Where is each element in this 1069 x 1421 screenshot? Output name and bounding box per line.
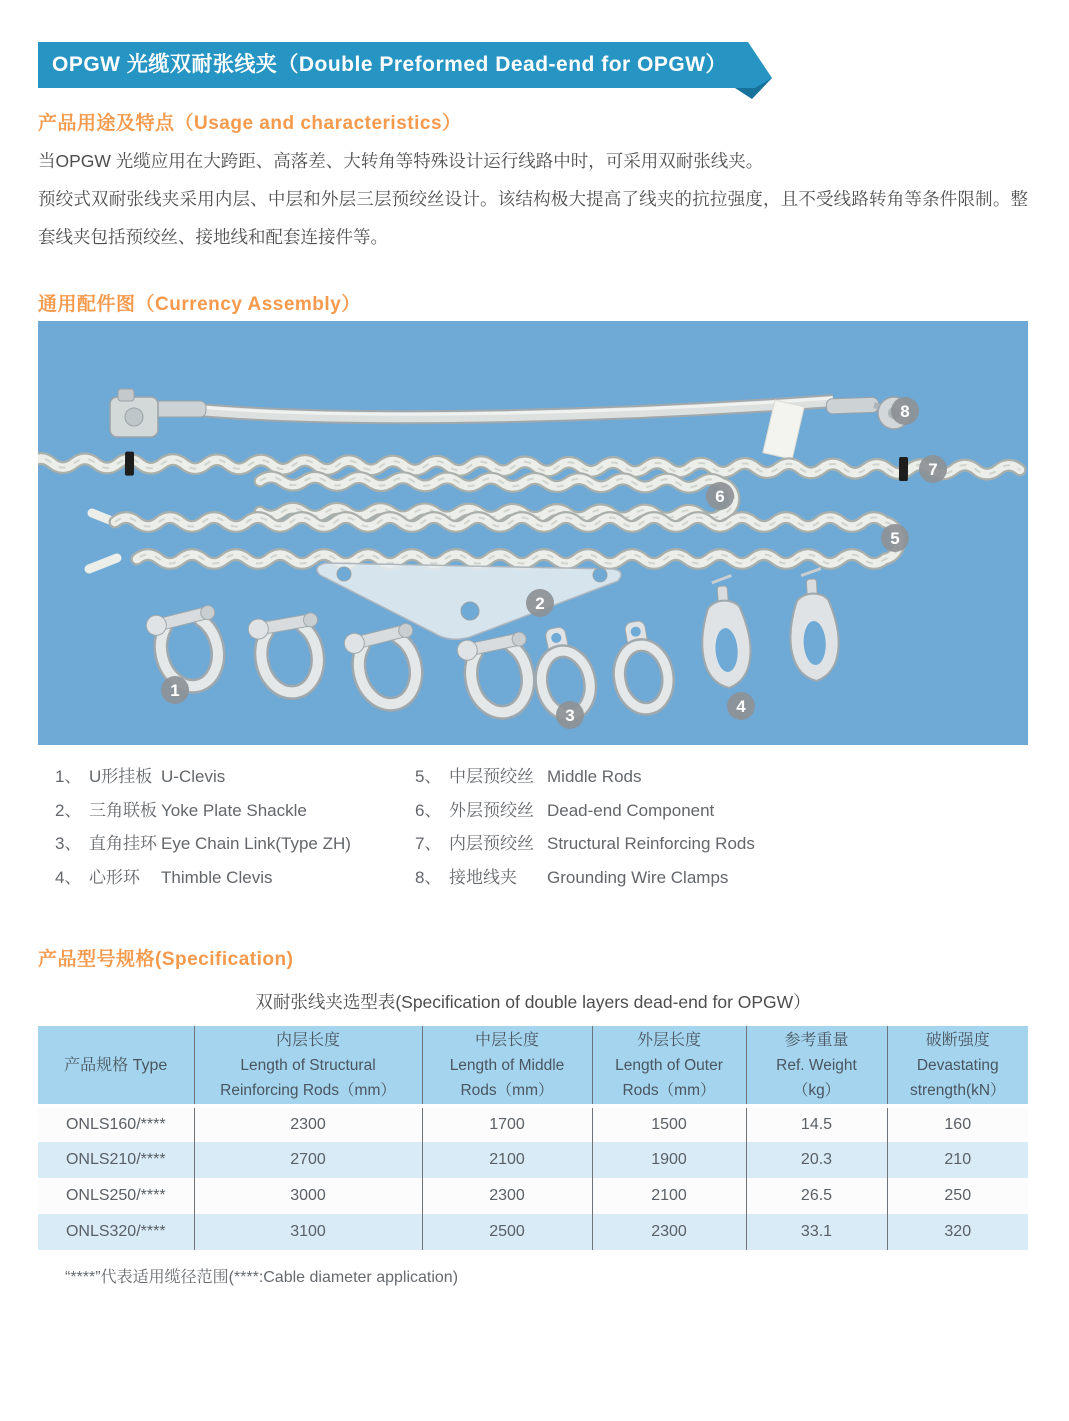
part-name-cn: 外层预绞丝 [449,800,534,820]
cell-strength: 250 [887,1178,1028,1214]
col-header-inner-length: 内层长度 Length of Structural Reinforcing Rods（mm） [194,1026,422,1106]
part-name-en: Yoke Plate Shackle [161,800,307,820]
callout-badge-4 [727,692,755,720]
cell-weight: 20.3 [746,1142,887,1178]
callout-badge-1 [161,676,189,704]
spec-table [38,1026,1028,1250]
part-item-6 [415,794,1028,828]
part-name-en: Eye Chain Link(Type ZH) [161,834,351,853]
part-number: 8、 [415,867,442,887]
spec-footnote: “****”代表适用缆径范围(****:Cable diameter application) [65,1269,459,1286]
part-number: 1、 [55,767,82,786]
cell-weight: 26.5 [746,1178,887,1214]
cell-outer: 2300 [592,1214,746,1250]
part-name-en: Dead-end Component [547,800,715,820]
table-row [38,1214,1028,1250]
svg-text:8: 8 [900,402,910,421]
callout-badge-5 [881,524,909,552]
callout-badge-6 [706,482,734,510]
col-header-middle-length: 中层长度 Length of Middle Rods（mm） [422,1026,592,1106]
col-header-strength: 破断强度 Devastating strength(kN） [887,1026,1028,1106]
usage-paragraph-2: 预绞式双耐张线夹采用内层、中层和外层三层预绞丝设计。该结构极大提高了线夹的抗拉强度，且不受线路转角等条件限制。整套线夹包括预绞丝、接地线和配套连接件等。 [38,189,1028,247]
cell-strength: 160 [887,1106,1028,1142]
cell-type: ONLS320/**** [38,1214,194,1250]
part-number: 2、 [55,800,82,820]
part-name-cn: 三角联板 [89,800,157,820]
spec-heading: 产品型号规格(Specification) [38,949,294,970]
part-name-en: Structural Reinforcing Rods [547,834,755,853]
table-header-row [38,1026,1028,1106]
col-header-type: 产品规格 Type [38,1026,194,1106]
callout-badge-3 [556,701,584,729]
part-item-4 [55,861,415,895]
cell-middle: 2500 [422,1214,592,1250]
part-name-cn: 接地线夹 [449,867,517,887]
spec-table-caption: 双耐张线夹选型表(Specification of double layers dead-end for OPGW） [255,992,811,1012]
cell-middle: 2300 [422,1178,592,1214]
part-number: 4、 [55,867,82,887]
callout-badge-7 [919,455,947,483]
cell-outer: 1900 [592,1142,746,1178]
table-row [38,1106,1028,1142]
cell-strength: 320 [887,1214,1028,1250]
part-item-1 [55,760,415,794]
title-banner [38,42,778,88]
table-row [38,1178,1028,1214]
cell-middle: 1700 [422,1106,592,1142]
svg-text:4: 4 [736,697,746,716]
assembly-heading: 通用配件图（Currency Assembly） [38,294,361,315]
part-item-3 [55,827,415,861]
col-header-weight: 参考重量 Ref. Weight （kg） [746,1026,887,1106]
part-name-cn: U形挂板 [89,767,153,786]
part-item-5 [415,760,1028,794]
part-item-2 [55,794,415,828]
callout-badge-8 [891,397,919,425]
cell-inner: 3100 [194,1214,422,1250]
cell-weight: 33.1 [746,1214,887,1250]
cell-inner: 2700 [194,1142,422,1178]
part-number: 6、 [415,800,442,820]
svg-text:6: 6 [715,487,725,506]
cell-outer: 1500 [592,1106,746,1142]
part-name-en: Grounding Wire Clamps [547,867,729,887]
svg-text:2: 2 [535,594,545,613]
usage-heading: 产品用途及特点（Usage and characteristics） [38,113,462,134]
part-name-cn: 直角挂环 [89,834,157,853]
page-title: OPGW 光缆双耐张线夹（Double Preformed Dead-end for OPGW） [52,53,728,76]
part-name-en: U-Clevis [161,767,226,786]
part-name-cn: 内层预绞丝 [449,834,534,853]
assembly-photo [38,321,1028,745]
part-name-cn: 中层预绞丝 [449,767,534,786]
parts-legend [38,760,1028,894]
part-item-7 [415,827,1028,861]
svg-text:3: 3 [565,706,575,725]
cell-type: ONLS210/**** [38,1142,194,1178]
part-number: 3、 [55,834,82,853]
col-header-outer-length: 外层长度 Length of Outer Rods（mm） [592,1026,746,1106]
svg-text:1: 1 [170,681,180,700]
table-row [38,1142,1028,1178]
part-item-8 [415,861,1028,895]
cell-middle: 2100 [422,1142,592,1178]
cell-type: ONLS160/**** [38,1106,194,1142]
part-name-cn: 心形环 [89,867,140,887]
cell-outer: 2100 [592,1178,746,1214]
cell-weight: 14.5 [746,1106,887,1142]
cell-strength: 210 [887,1142,1028,1178]
cell-inner: 3000 [194,1178,422,1214]
callout-badge-2 [526,589,554,617]
part-number: 5、 [415,767,442,786]
part-name-en: Middle Rods [547,767,642,786]
cell-inner: 2300 [194,1106,422,1142]
cell-type: ONLS250/**** [38,1178,194,1214]
svg-text:5: 5 [890,529,900,548]
svg-text:7: 7 [928,460,938,479]
part-number: 7、 [415,834,442,853]
part-name-en: Thimble Clevis [161,867,273,887]
usage-paragraph-1: 当OPGW 光缆应用在大跨距、高落差、大转角等特殊设计运行线路中时，可采用双耐张线夹。 [38,151,764,171]
